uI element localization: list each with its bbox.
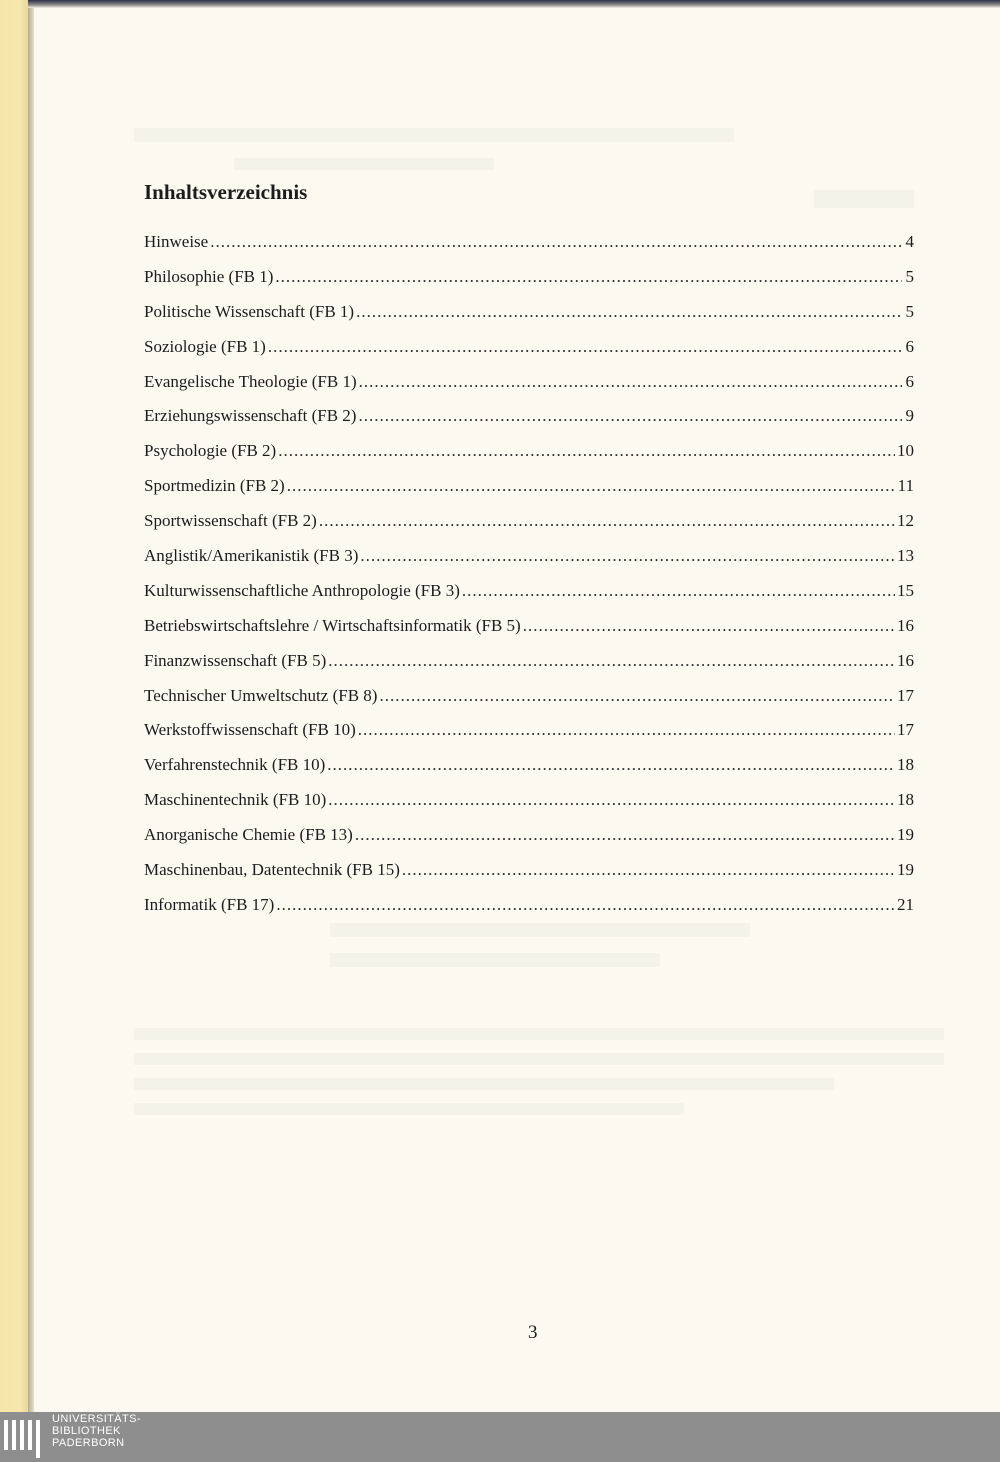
toc-entry-page: 15 (897, 580, 914, 600)
toc-entry-title: Sportmedizin (FB 2) (144, 476, 285, 496)
show-through-smudge (330, 953, 660, 967)
show-through-smudge (134, 1028, 944, 1040)
toc-entry-page: 18 (897, 790, 914, 810)
toc-entry-page: 19 (897, 860, 914, 880)
toc-entry[interactable] (144, 402, 914, 437)
toc-entry[interactable] (144, 263, 914, 298)
toc-entry[interactable] (144, 716, 914, 751)
page-number: 3 (528, 1322, 538, 1343)
dot-leader (402, 856, 895, 884)
toc-entry-title: Finanzwissenschaft (FB 5) (144, 650, 327, 670)
toc-entry[interactable] (144, 786, 914, 821)
show-through-smudge (814, 190, 914, 208)
toc-entry-page: 5 (905, 266, 914, 286)
toc-entry-title: Verfahrenstechnik (FB 10) (144, 755, 326, 775)
toc-entry-page: 4 (905, 232, 914, 251)
dot-leader (379, 682, 895, 710)
toc-entry[interactable] (144, 682, 914, 717)
toc-entry[interactable] (144, 333, 914, 368)
toc-entry-page: 16 (897, 650, 914, 670)
library-name (52, 1413, 141, 1449)
toc-entry-title: Maschinenbau, Datentechnik (FB 15) (144, 860, 400, 880)
dot-leader (328, 647, 895, 675)
toc-entry-page: 18 (897, 755, 914, 775)
dot-leader (328, 786, 895, 814)
toc-entry-page: 17 (897, 720, 914, 740)
dot-leader (210, 228, 902, 256)
toc-entry-title: Sportwissenschaft (FB 2) (144, 511, 317, 531)
toc-entry-page: 5 (905, 301, 914, 321)
toc-entry-title: Betriebswirtschaftslehre / Wirtschaftsinformatik (FB 5) (144, 615, 521, 635)
toc-entry-page: 11 (897, 476, 914, 496)
table-of-contents (144, 228, 914, 926)
dot-leader (356, 298, 902, 326)
dot-leader (355, 821, 895, 849)
toc-entry-title: Erziehungswissenschaft (FB 2) (144, 406, 357, 426)
toc-entry-page: 16 (897, 615, 914, 635)
library-name-line: BIBLIOTHEK (52, 1425, 121, 1437)
toc-entry-title: Philosophie (FB 1) (144, 266, 274, 286)
toc-entry-title: Evangelische Theologie (FB 1) (144, 371, 357, 391)
toc-entry[interactable] (144, 612, 914, 647)
dot-leader (358, 716, 895, 744)
toc-entry-page: 17 (897, 685, 914, 705)
toc-entry[interactable] (144, 647, 914, 682)
show-through-smudge (134, 1078, 834, 1090)
toc-entry[interactable] (144, 298, 914, 333)
toc-entry[interactable] (144, 228, 914, 263)
toc-heading: Inhaltsverzeichnis (144, 180, 308, 204)
dot-leader (327, 751, 895, 779)
dot-leader (276, 891, 895, 919)
scan-top-edge (28, 0, 1000, 8)
toc-entry-page: 10 (897, 441, 914, 461)
toc-entry[interactable] (144, 821, 914, 856)
toc-entry-page: 19 (897, 825, 914, 845)
toc-entry-title: Soziologie (FB 1) (144, 336, 266, 356)
show-through-smudge (134, 128, 734, 142)
toc-entry[interactable] (144, 368, 914, 403)
toc-entry-page: 6 (905, 371, 914, 391)
dot-leader (523, 612, 895, 640)
toc-entry-title: Anorganische Chemie (FB 13) (144, 825, 353, 845)
dot-leader (287, 472, 896, 500)
dot-leader (358, 402, 902, 430)
toc-entry[interactable] (144, 437, 914, 472)
toc-entry-title: Politische Wissenschaft (FB 1) (144, 301, 355, 321)
toc-entry-title: Anglistik/Amerikanistik (FB 3) (144, 546, 359, 566)
toc-entry-title: Hinweise (144, 232, 209, 251)
dot-leader (359, 368, 902, 396)
toc-entry-title: Psychologie (FB 2) (144, 441, 277, 461)
show-through-smudge (234, 158, 494, 170)
toc-entry-title: Kulturwissenschaftliche Anthropologie (FB 3) (144, 580, 460, 600)
show-through-smudge (134, 1103, 684, 1115)
dot-leader (462, 577, 895, 605)
dot-leader (360, 542, 895, 570)
toc-entry[interactable] (144, 751, 914, 786)
toc-entry-title: Technischer Umweltschutz (FB 8) (144, 685, 378, 705)
toc-entry-title: Maschinentechnik (FB 10) (144, 790, 327, 810)
toc-entry[interactable] (144, 472, 914, 507)
show-through-smudge (134, 1053, 944, 1065)
toc-entry-title: Werkstoffwissenschaft (FB 10) (144, 720, 356, 740)
toc-entry[interactable] (144, 507, 914, 542)
toc-entry[interactable] (144, 577, 914, 612)
library-name-line: PADERBORN (52, 1437, 125, 1449)
dot-leader (278, 437, 895, 465)
toc-entry-title: Informatik (FB 17) (144, 894, 275, 914)
toc-entry[interactable] (144, 856, 914, 891)
toc-entry-page: 21 (897, 894, 914, 914)
toc-entry-page: 13 (897, 546, 914, 566)
dot-leader (319, 507, 895, 535)
toc-entry[interactable] (144, 891, 914, 926)
toc-entry-page: 6 (905, 336, 914, 356)
dot-leader (268, 333, 902, 361)
paper-left-edge (0, 0, 28, 1412)
toc-entry-page: 12 (897, 511, 914, 531)
library-footer-bar (0, 1412, 1000, 1462)
toc-entry-page: 9 (905, 406, 914, 426)
library-name-line: UNIVERSITÄTS- (52, 1413, 141, 1425)
dot-leader (275, 263, 902, 291)
university-library-logo-icon (4, 1418, 44, 1458)
toc-entry[interactable] (144, 542, 914, 577)
